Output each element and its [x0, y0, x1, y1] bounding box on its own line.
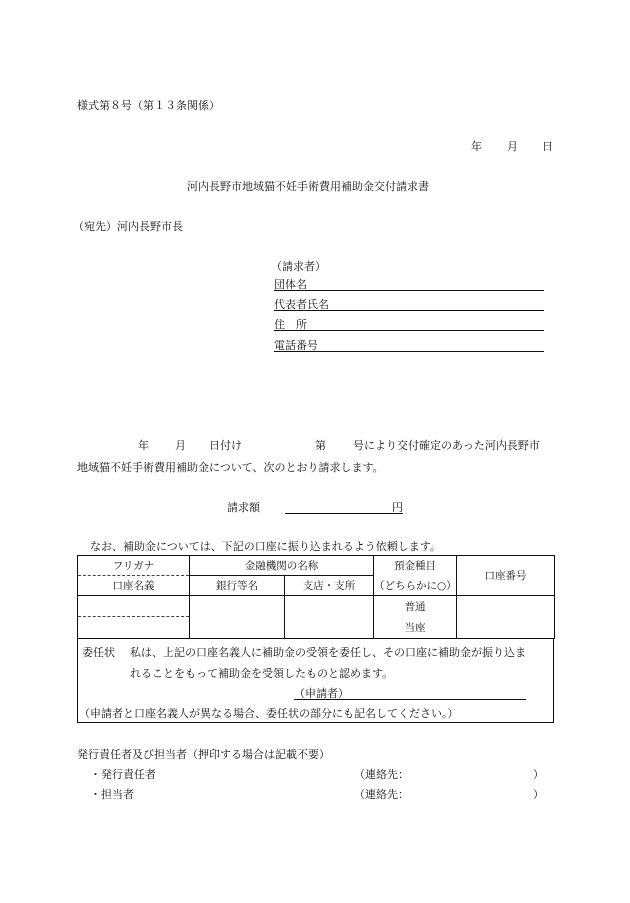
claim-amount-field[interactable]	[285, 499, 403, 514]
body-line2: 地域猫不妊手術費用補助金について、次のとおり請求します。	[77, 461, 384, 474]
issuer-row-responsible: ・発行責任者	[90, 768, 156, 781]
claim-label: 請求額	[227, 501, 260, 514]
date-month: 月	[507, 140, 518, 153]
body-year: 年	[138, 439, 149, 452]
issuer-close-staff: ）	[533, 788, 544, 801]
field-label: 団体名	[274, 278, 307, 291]
furigana-input[interactable]	[78, 596, 190, 617]
account-holder-header: 口座名義	[78, 576, 190, 596]
issuer-heading: 発行責任者及び担当者（押印する場合は記載不要）	[77, 748, 330, 761]
issuer-contact-staff[interactable]: （連絡先：	[354, 788, 409, 801]
body-line1-rest: 号により交付確定のあった河内長野市	[353, 439, 540, 452]
branch-input[interactable]	[285, 596, 374, 639]
body-month: 月	[175, 439, 186, 452]
delegation-applicant-field[interactable]	[294, 685, 526, 700]
account-holder-input[interactable]	[78, 617, 190, 639]
requester-field-phone[interactable]	[274, 337, 544, 352]
field-label: 電話番号	[274, 339, 318, 352]
claim-unit: 円	[392, 501, 403, 514]
deposit-ordinary[interactable]: 普通	[374, 596, 457, 617]
account-table	[77, 555, 555, 639]
body-dai: 第	[315, 439, 326, 452]
furigana-header: フリガナ	[78, 556, 190, 576]
date-day: 日	[542, 140, 553, 153]
delegation-note: （申請者と口座名義人が異なる場合、委任状の部分にも記名してください。）	[79, 707, 459, 720]
field-label: 住 所	[274, 318, 307, 331]
delegation-text-1: 私は、上記の口座名義人に補助金の受領を委任し、その口座に補助金が振り込ま	[130, 646, 526, 659]
issuer-row-staff: ・担当者	[90, 788, 134, 801]
account-number-input[interactable]	[457, 596, 555, 639]
body-date-suffix: 日付け	[209, 439, 242, 452]
branch-header: 支店・支所	[285, 576, 374, 596]
requester-field-org[interactable]	[274, 276, 544, 291]
deposit-current[interactable]: 当座	[374, 617, 457, 639]
issuer-contact-responsible[interactable]: （連絡先：	[354, 768, 409, 781]
document-title: 河内長野市地域猫不妊手術費用補助金交付請求書	[187, 180, 429, 193]
transfer-note: なお、補助金については、下記の口座に振り込まれるよう依頼します。	[90, 540, 441, 553]
delegation-box	[77, 638, 554, 723]
bank-name-header: 銀行等名	[190, 576, 285, 596]
delegation-label: 委任状	[82, 646, 115, 659]
requester-field-rep[interactable]	[274, 296, 544, 311]
field-label: 代表者氏名	[274, 298, 329, 311]
form-number: 様式第８号（第１３条関係）	[77, 99, 220, 112]
issuer-close-responsible: ）	[533, 768, 544, 781]
date-year: 年	[471, 140, 482, 153]
deposit-type-header: 預金種目	[374, 556, 457, 576]
choose-one-note: （どちらかに○）	[374, 576, 457, 596]
bank-name-input[interactable]	[190, 596, 285, 639]
applicant-label: （申請者）	[294, 687, 349, 700]
requester-heading: （請求者）	[271, 260, 326, 273]
requester-field-address[interactable]	[274, 316, 544, 331]
bank-header: 金融機関の名称	[190, 556, 374, 576]
delegation-text-2: れることをもって補助金を受領したものと認めます。	[130, 667, 394, 680]
addressee: （宛先）河内長野市長	[73, 220, 183, 233]
account-number-header: 口座番号	[457, 556, 555, 596]
